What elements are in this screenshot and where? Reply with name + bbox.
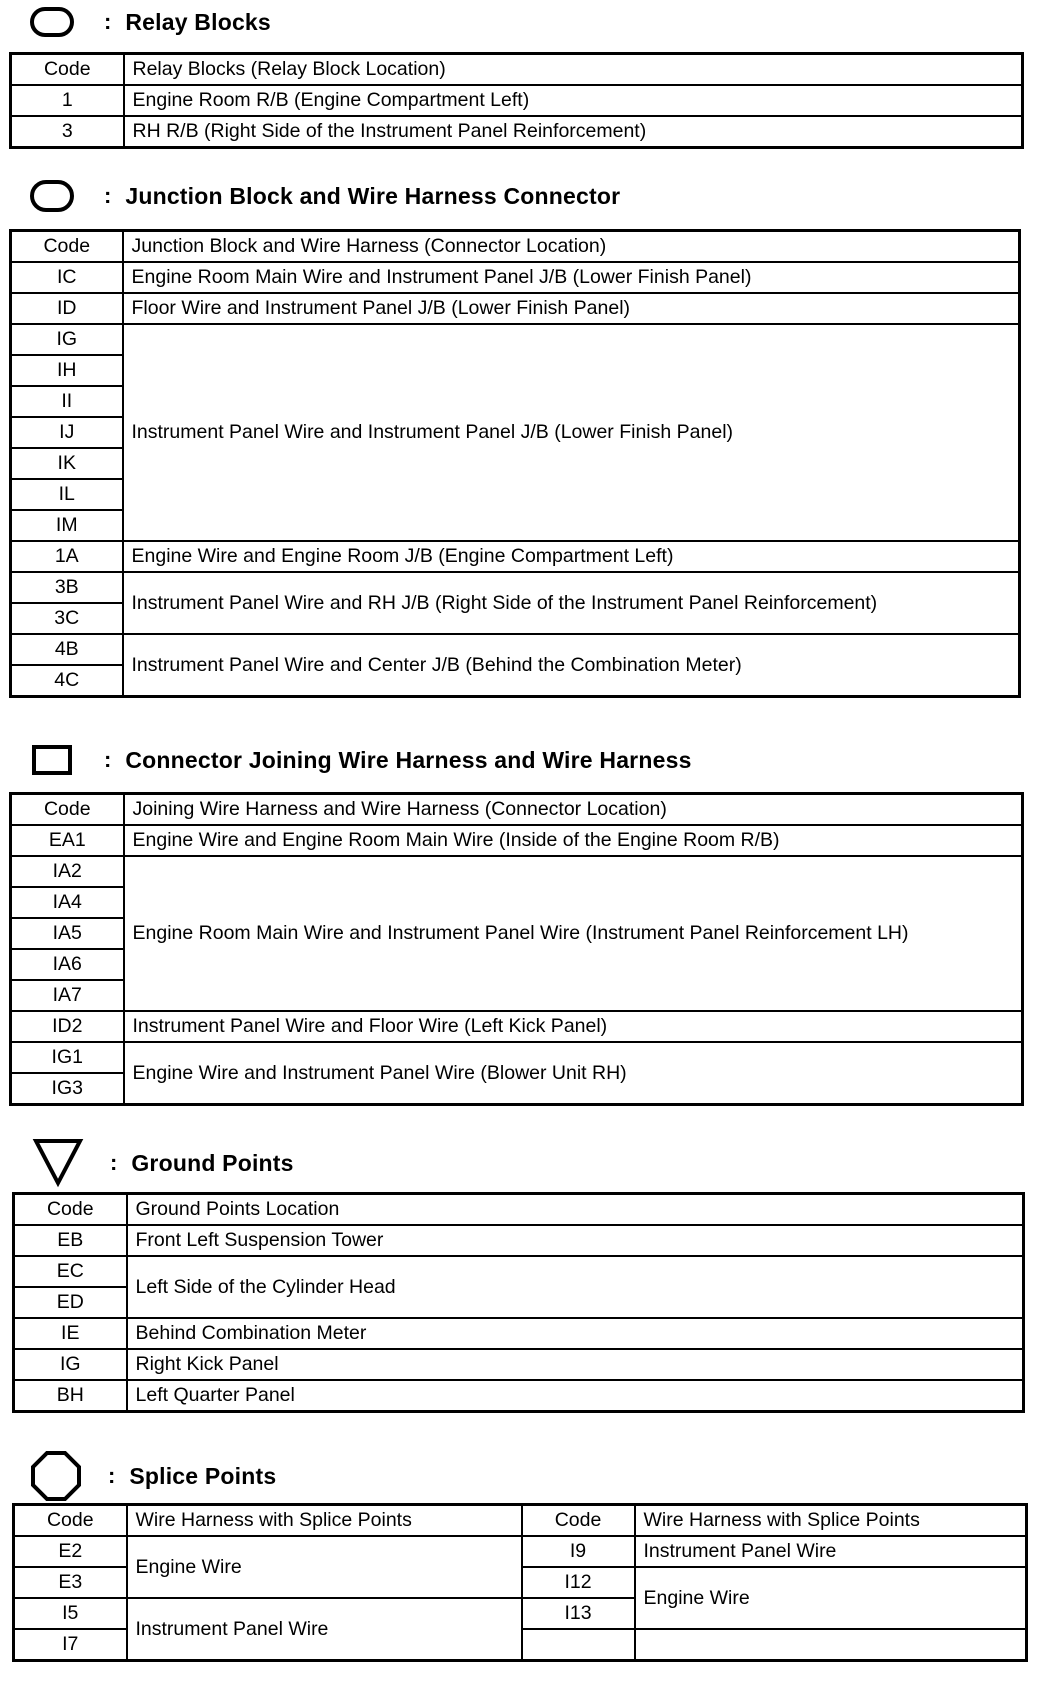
table-row xyxy=(14,1225,1024,1256)
table-row xyxy=(11,262,1020,293)
row-code: IG3 xyxy=(11,1073,124,1105)
section-title-connector xyxy=(24,738,692,782)
section-title-ground-points xyxy=(30,1136,294,1190)
row-code: EC xyxy=(14,1256,127,1287)
table-row xyxy=(11,293,1020,324)
row-code: I7 xyxy=(14,1629,127,1661)
table-row xyxy=(11,1042,1023,1073)
row-code: 1 xyxy=(11,85,124,116)
row-desc-merged: Instrument Panel Wire and Instrument Panel J/B (Lower Finish Panel) xyxy=(123,324,1020,541)
row-desc-merged: Instrument Panel Wire xyxy=(127,1598,522,1661)
header-desc: Joining Wire Harness and Wire Harness (Connector Location) xyxy=(124,794,1023,826)
header-code-left: Code xyxy=(14,1505,127,1537)
title-colon: : xyxy=(104,9,112,34)
connector-symbol-icon xyxy=(24,738,80,782)
row-code: IH xyxy=(11,355,123,386)
table-header-row xyxy=(14,1505,1027,1537)
table-row xyxy=(11,1011,1023,1042)
table-row xyxy=(11,324,1020,355)
table-row xyxy=(11,85,1023,116)
header-code: Code xyxy=(14,1194,127,1226)
row-code: I5 xyxy=(14,1598,127,1629)
table-row xyxy=(11,825,1023,856)
relay-blocks-table xyxy=(9,52,1024,149)
section-title-text: Connector Joining Wire Harness and Wire Harness xyxy=(125,746,692,773)
row-code: E2 xyxy=(14,1536,127,1567)
row-code: I12 xyxy=(522,1567,635,1598)
row-desc-merged: Instrument Panel Wire and Center J/B (Behind the Combination Meter) xyxy=(123,634,1020,697)
row-code: EB xyxy=(14,1225,127,1256)
title-colon: : xyxy=(104,747,112,772)
section-title-text: Junction Block and Wire Harness Connector xyxy=(125,182,621,209)
table-header-row xyxy=(11,231,1020,263)
row-code: IG1 xyxy=(11,1042,124,1073)
table-row xyxy=(14,1380,1024,1412)
table-header-row xyxy=(11,54,1023,86)
table-header-row xyxy=(14,1194,1024,1226)
section-title-text: Ground Points xyxy=(131,1149,294,1176)
header-desc: Ground Points Location xyxy=(127,1194,1024,1226)
title-colon: : xyxy=(104,183,112,208)
row-desc: RH R/B (Right Side of the Instrument Panel Reinforcement) xyxy=(124,116,1023,148)
row-desc: Left Quarter Panel xyxy=(127,1380,1024,1412)
row-code: I9 xyxy=(522,1536,635,1567)
connector-table xyxy=(9,792,1024,1106)
row-code: 1A xyxy=(11,541,123,572)
row-code-empty xyxy=(522,1629,635,1661)
header-desc-left: Wire Harness with Splice Points xyxy=(127,1505,522,1537)
junction-block-table xyxy=(9,229,1021,698)
row-desc: Engine Wire and Engine Room Main Wire (Inside of the Engine Room R/B) xyxy=(124,825,1023,856)
row-code: IM xyxy=(11,510,123,541)
row-code: EA1 xyxy=(11,825,124,856)
row-code: II xyxy=(11,386,123,417)
row-code: ED xyxy=(14,1287,127,1318)
row-code: IK xyxy=(11,448,123,479)
relay-block-symbol-icon xyxy=(24,0,80,44)
row-desc: Engine Wire and Engine Room J/B (Engine Compartment Left) xyxy=(123,541,1020,572)
table-row xyxy=(14,1318,1024,1349)
row-code: IA7 xyxy=(11,980,124,1011)
row-code: 4C xyxy=(11,665,123,697)
section-title-text: Splice Points xyxy=(129,1462,277,1489)
row-code: IA6 xyxy=(11,949,124,980)
section-title-junction-block xyxy=(24,174,620,218)
header-desc: Junction Block and Wire Harness (Connector Location) xyxy=(123,231,1020,263)
header-code: Code xyxy=(11,231,123,263)
row-desc-merged: Engine Wire xyxy=(635,1567,1027,1629)
row-code: 3C xyxy=(11,603,123,634)
table-header-row xyxy=(11,794,1023,826)
row-code: I13 xyxy=(522,1598,635,1629)
row-desc: Behind Combination Meter xyxy=(127,1318,1024,1349)
title-colon: : xyxy=(108,1463,116,1488)
row-code: IA2 xyxy=(11,856,124,887)
row-desc-merged: Engine Room Main Wire and Instrument Panel Wire (Instrument Panel Reinforcement LH) xyxy=(124,856,1023,1011)
row-code: IA4 xyxy=(11,887,124,918)
table-row xyxy=(11,572,1020,603)
row-code: IL xyxy=(11,479,123,510)
table-row xyxy=(11,541,1020,572)
row-desc: Engine Room Main Wire and Instrument Panel J/B (Lower Finish Panel) xyxy=(123,262,1020,293)
table-row xyxy=(11,634,1020,665)
splice-point-symbol-icon xyxy=(28,1448,84,1504)
row-desc: Right Kick Panel xyxy=(127,1349,1024,1380)
row-code: 3B xyxy=(11,572,123,603)
row-code: ID2 xyxy=(11,1011,124,1042)
row-code: IC xyxy=(11,262,123,293)
splice-points-table xyxy=(12,1503,1028,1662)
table-row xyxy=(14,1349,1024,1380)
row-desc: Front Left Suspension Tower xyxy=(127,1225,1024,1256)
row-code: 4B xyxy=(11,634,123,665)
row-desc-merged: Engine Wire and Instrument Panel Wire (Blower Unit RH) xyxy=(124,1042,1023,1105)
section-title-text: Relay Blocks xyxy=(125,8,271,35)
row-desc-merged: Instrument Panel Wire and RH J/B (Right Side of the Instrument Panel Reinforcement) xyxy=(123,572,1020,634)
row-desc-empty xyxy=(635,1629,1027,1661)
row-code: IG xyxy=(14,1349,127,1380)
row-desc-merged: Left Side of the Cylinder Head xyxy=(127,1256,1024,1318)
ground-points-table xyxy=(12,1192,1025,1413)
row-desc: Instrument Panel Wire xyxy=(635,1536,1027,1567)
row-code: IJ xyxy=(11,417,123,448)
row-desc: Instrument Panel Wire and Floor Wire (Left Kick Panel) xyxy=(124,1011,1023,1042)
row-desc-merged: Engine Wire xyxy=(127,1536,522,1598)
table-row xyxy=(11,856,1023,887)
header-desc-right: Wire Harness with Splice Points xyxy=(635,1505,1027,1537)
header-code-right: Code xyxy=(522,1505,635,1537)
table-row xyxy=(14,1536,1027,1567)
header-code: Code xyxy=(11,54,124,86)
section-title-relay-blocks xyxy=(24,0,271,44)
header-desc: Relay Blocks (Relay Block Location) xyxy=(124,54,1023,86)
row-desc: Engine Room R/B (Engine Compartment Left) xyxy=(124,85,1023,116)
row-code: BH xyxy=(14,1380,127,1412)
row-code: IE xyxy=(14,1318,127,1349)
row-code: IG xyxy=(11,324,123,355)
row-desc: Floor Wire and Instrument Panel J/B (Lower Finish Panel) xyxy=(123,293,1020,324)
section-title-splice-points xyxy=(28,1448,276,1504)
junction-block-symbol-icon xyxy=(24,174,80,218)
table-row xyxy=(11,116,1023,148)
title-colon: : xyxy=(110,1150,118,1175)
row-code: ID xyxy=(11,293,123,324)
header-code: Code xyxy=(11,794,124,826)
row-code: IA5 xyxy=(11,918,124,949)
row-code: E3 xyxy=(14,1567,127,1598)
ground-point-symbol-icon xyxy=(30,1136,86,1190)
row-code: 3 xyxy=(11,116,124,148)
table-row xyxy=(14,1256,1024,1287)
